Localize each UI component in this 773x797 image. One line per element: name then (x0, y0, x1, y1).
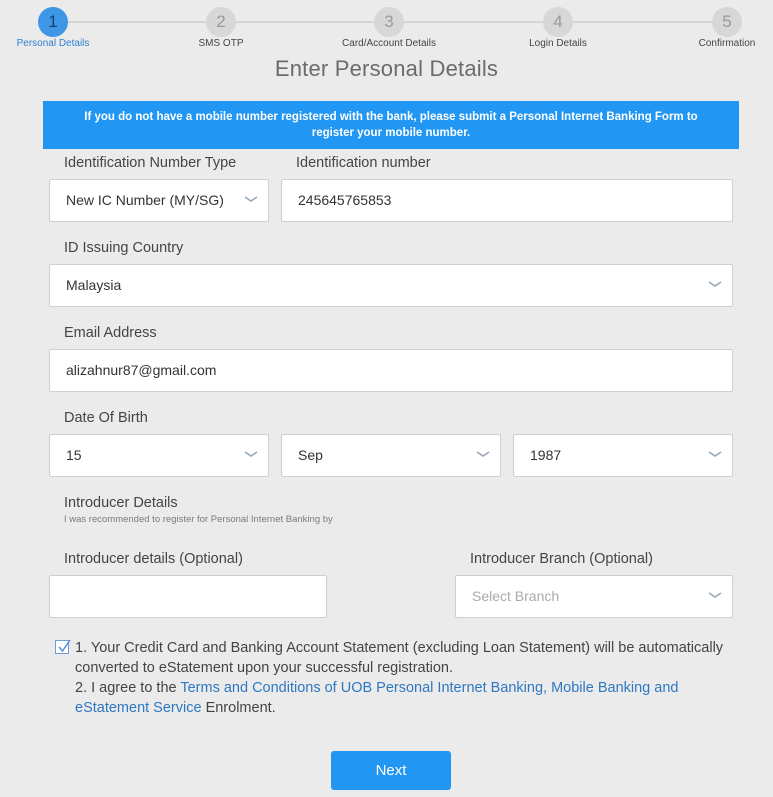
progress-stepper (0, 0, 773, 56)
checkmark-icon (56, 639, 72, 655)
issuing-country-value: Malaysia (66, 277, 122, 293)
consent-line-1: 1. Your Credit Card and Banking Account Statement (excluding Loan Statement) will be automatically converted to eStatement upon your successful registration. (75, 640, 724, 676)
introducer-details-label: Introducer details (Optional) (64, 551, 243, 567)
dob-year-select[interactable] (513, 434, 733, 477)
chevron-down-icon (708, 449, 722, 459)
issuing-country-label: ID Issuing Country (64, 240, 184, 256)
introducer-branch-placeholder: Select Branch (472, 588, 560, 604)
issuing-country-select[interactable] (49, 264, 733, 307)
step-card-account-details (329, 7, 449, 51)
step-login-details (498, 7, 618, 51)
id-type-select[interactable] (49, 179, 269, 222)
consent-text (75, 638, 735, 718)
chevron-down-icon (708, 279, 722, 289)
consent-line-2 (75, 678, 735, 718)
terms-and-conditions-link[interactable]: Terms and Conditions of UOB Personal Internet Banking, Mobile Banking and eStatement Service (75, 680, 679, 716)
dob-month-value: Sep (298, 447, 323, 463)
step-personal-details (0, 7, 113, 51)
chevron-down-icon (708, 590, 722, 600)
consent-checkbox[interactable] (55, 640, 69, 654)
step-number: 5 (712, 7, 742, 37)
chevron-down-icon (244, 194, 258, 204)
chevron-down-icon (476, 449, 490, 459)
step-sms-otp (161, 7, 281, 51)
introducer-details-input[interactable] (49, 575, 327, 618)
step-number: 3 (374, 7, 404, 37)
id-type-label: Identification Number Type (64, 155, 237, 171)
page-title: Enter Personal Details (274, 56, 499, 81)
step-label: SMS OTP (198, 38, 244, 49)
id-number-label: Identification number (296, 155, 431, 171)
email-label: Email Address (64, 325, 157, 341)
step-number: 1 (38, 7, 68, 37)
chevron-down-icon (244, 449, 258, 459)
step-label: Card/Account Details (342, 38, 436, 49)
id-type-value: New IC Number (MY/SG) (66, 192, 224, 208)
introducer-heading: Introducer Details (64, 495, 178, 511)
consent-line-2-suffix: Enrolment. (201, 700, 276, 716)
mobile-number-notice: If you do not have a mobile number registered with the bank, please submit a Personal Internet Banking Form to register your mobile number. (43, 101, 739, 149)
dob-year-value: 1987 (530, 447, 562, 463)
step-label: Login Details (529, 38, 587, 49)
introducer-branch-select[interactable] (455, 575, 733, 618)
next-button[interactable]: Next (331, 751, 451, 790)
dob-day-value: 15 (66, 447, 82, 463)
introducer-subheading: I was recommended to register for Personal Internet Banking by (64, 514, 333, 525)
step-label: Confirmation (698, 38, 756, 49)
email-input[interactable] (49, 349, 733, 392)
id-number-value: 245645765853 (298, 192, 392, 208)
step-label: Personal Details (16, 38, 90, 49)
dob-day-select[interactable] (49, 434, 269, 477)
step-confirmation (667, 7, 773, 51)
dob-month-select[interactable] (281, 434, 501, 477)
consent-line-2-prefix: 2. I agree to the (75, 680, 181, 696)
email-value: alizahnur87@gmail.com (66, 362, 217, 378)
introducer-branch-label: Introducer Branch (Optional) (470, 551, 653, 567)
dob-label: Date Of Birth (64, 410, 148, 426)
id-number-input[interactable] (281, 179, 733, 222)
step-number: 2 (206, 7, 236, 37)
step-number: 4 (543, 7, 573, 37)
